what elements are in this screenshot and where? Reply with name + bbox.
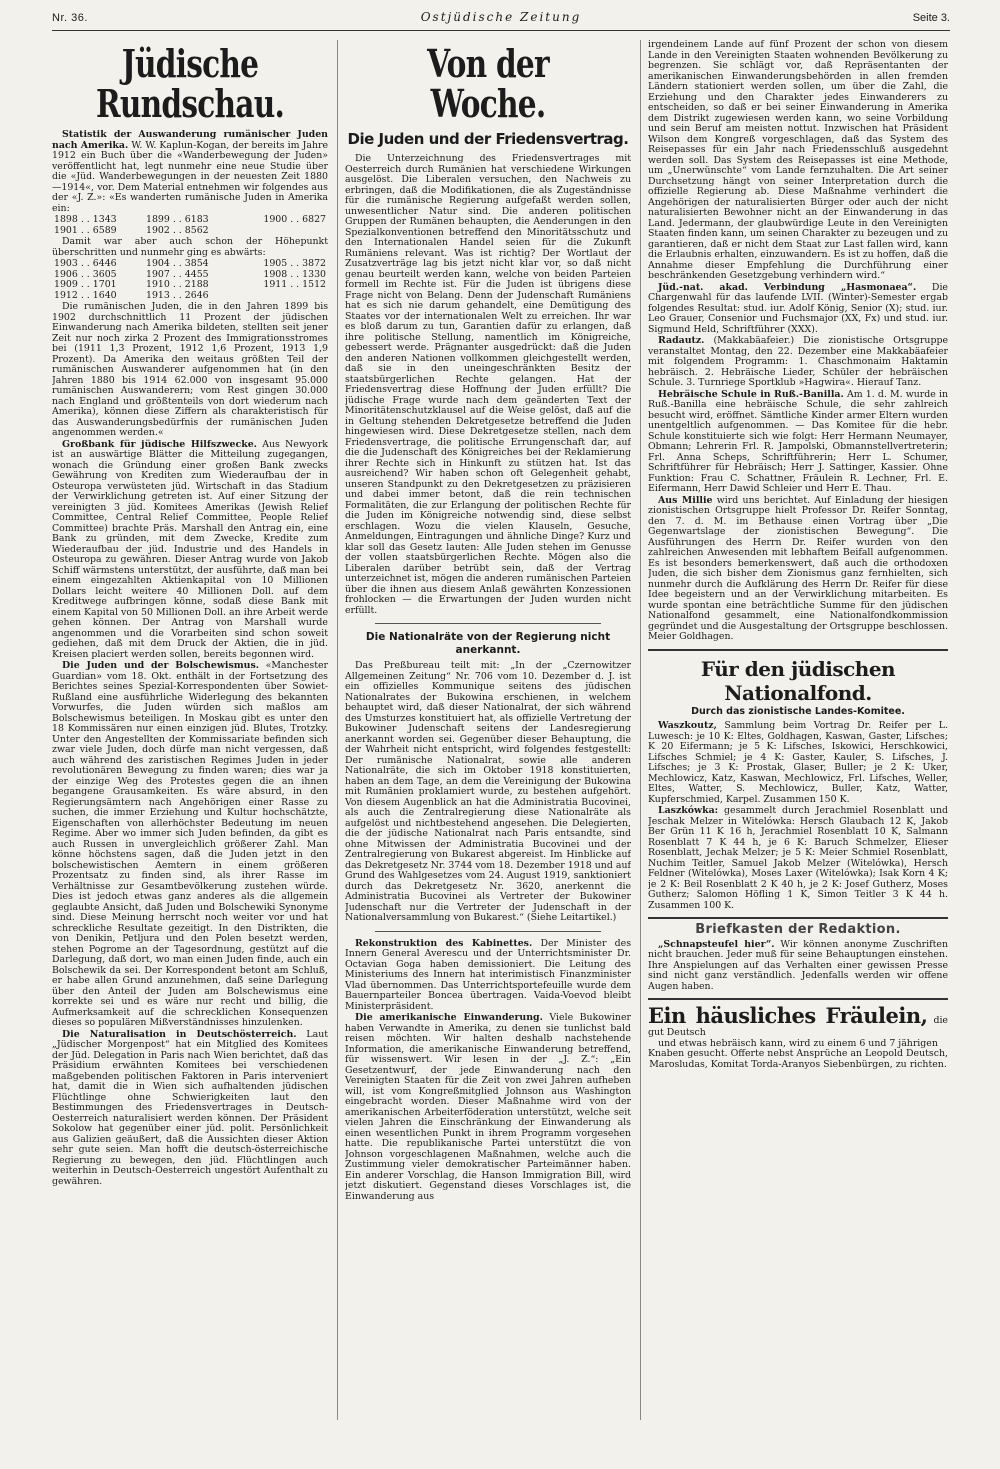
section-title-rundschau: Jüdische Rundschau. — [95, 41, 285, 126]
article-heading: Jüd.-nat. akad. Verbindung „Hasmonaea“. — [658, 281, 917, 293]
article-text: W. W. Kaplun-Kogan, der bereits im Jahre 1912 ein Buch über die «Wanderbewegung der Juden» veröffentlicht hat, legt nunmehr eine neue Studie über die «Jüd. Wanderbewegungen in der neuesten Zeit 1880—1914«, vor. Dem Material entnehmen wir folgendes aus der «J. Z.»: «Es wanderten rumänische Juden in Amerika ein: — [52, 139, 328, 214]
divider — [375, 623, 601, 624]
article-radautz — [648, 336, 948, 389]
article-text: Damit war aber auch schon der Höhepunkt überschritten und nunmehr ging es abwärts: — [52, 236, 328, 258]
divider — [648, 649, 948, 651]
table-cell: 1904 . . 3854 — [146, 258, 209, 269]
article-einwanderung — [345, 1013, 631, 1202]
table-cell: 1909 . . 1701 — [54, 279, 117, 290]
donation-waszkoutz — [648, 721, 948, 805]
ad-headline: Ein häusliches Fräulein, — [648, 1003, 928, 1028]
table-cell: 1905 . . 3872 — [263, 258, 326, 269]
article-text: gesammelt durch Jerachmiel Rosenblatt und Jeschak Melzer in Witelówka: Hersch Glaubach 12 K, Jakob Ber Grün 11 K 16 h, Jerachmiel Rosenblatt 10 K, Salmann Rosenblatt 7 K 44 h, je 6 K: Baruch Schmelzer, Elieser Rosenblatt, Jechak Melzer; je 5 K: Meier Schmiel Rosenblatt, Nuchim Teitler, Samuel Jakob Melzer (Witelówka), Hersch Feldner (Witelówka), Moses Laxer (Witelówka); Isak Korn 4 K; je 2 K: Beil Rosenblatt 2 K 40 h, je 2 K: Josef Gutherz, Moses Gutherz; Salomon Höfling 1 K, Simon Teitler 3 K 44 h. Zusammen 100 K. — [648, 805, 948, 911]
article-text: «Manchester Guardian» vom 18. Okt. enthält in der Fortsetzung des Berichtes seines Spezial-Korrespondenten über Sowiet-Rußland eine ausführliche Widerlegung des bekannten Vorwurfes, die Juden würden sich maßlos am Bolschewismus beteiligen. In Moskau gibt es unter den 18 Kommissären nur einen einzigen jüd. Blutes, Trotzky. Unter den Angestellten der Kommissariate befinden sich zwar viele Juden, doch dürfe man nicht vergessen, daß auch während des zaristischen Regimes Juden in jeder revolutionären Bewegung zu finden waren; dies war ja der einzige Weg des Protestes gegen die an ihnen begangene Grausamkeiten. Es wäre absurd, in den Regierungsämtern nach Angehörigen einer Rasse zu suchen, die immer Erziehung und Kultur hochschätzte, Eigenschaften von allerhöchster Bedeutung im neuen Regime. Aber wo immer sich Juden befinden, da gibt es auch Russen in unvergleichlich größerer Zahl. Man könne höchstens sagen, daß die Juden jetzt in den bolschewistischen Aemtern in einem größeren Prozentsatz zu finden sind, als ihrer Rasse im Verhältnisse zur Gesamtbevölkerung zustehen würde. Dies ist jedoch etwas ganz anderes als die allgemein geglaubte Ansicht, daß Juden und Bolschewiki Synonyme sind. Diese Meinung herrscht noch weiter vor und hat schreckliche Resultate gezeitigt. In den Distrikten, die von Denikin, Petljura und den Polen besetzt werden, stehen Pogrome an der Tagesordnung, gestützt auf die Darlegung, daß dort, wo man einen Juden finde, auch ein Bolschewik da sei. Der Korrespondent betont am Schluß, er habe allen Grund anzunehmen, daß seine Darlegung über den Anteil der Juden am Bolschewismus eine korrekte sei und es wäre nur recht und billig, die Aufmerksamkeit auf die schrecklichen Konsequenzen dieses so populären Mißverständnisses hinzulenken. — [52, 660, 328, 1028]
article-heading: Waszkoutz, — [658, 720, 717, 731]
briefkasten-entry — [648, 940, 948, 993]
classified-ad — [648, 998, 948, 1070]
table-cell: 1913 . . 2646 — [146, 289, 209, 301]
table-cell: 1910 . . 2188 — [146, 279, 209, 290]
table-cell: 1908 . . 1330 — [263, 268, 326, 280]
briefkasten-title: Briefkasten der Redaktion. — [695, 922, 901, 937]
table-cell — [236, 291, 328, 302]
table-cell: 1898 . . 1343 — [54, 214, 117, 225]
section-subtitle: Die Juden und der Friedensvertrag. — [347, 130, 629, 148]
article-text: Laut „Jüdischer Morgenpost“ hat ein Mitglied des Komitees der Jüd. Delegation in Paris nach Wien berichtet, daß das Präsidium erwähnten Komitees bei verschiedenen maßgebenden politischen Faktoren in Paris interveniert hat, damit die in Wien sich aufhaltenden jüdischen Flüchtlinge ohne Schwierigkeiten laut den Bestimmungen des Friedensvertrages in Deutsch-Oesterreich naturalisiert werden können. Der Präsident Sokolow hat gegenüber einer jüd. polit. Persönlichkeit aus Galizien geäußert, daß die Aussichten dieser Aktion sehr gute seien. Man hofft die deutsch-österreichische Regierung zu bewegen, den jüd. Flüchtlingen auch weiterhin in Deutsch-Oesterreich ungestört Aufenthalt zu gewähren. — [52, 1028, 328, 1187]
table-row — [52, 291, 328, 302]
column-rule — [337, 40, 338, 1420]
article-heading: Großbank für jüdische Hilfszwecke. — [62, 438, 257, 450]
article-naturalisation — [52, 1030, 328, 1188]
article-heading: „Schnapsteufel hier“. — [658, 938, 775, 950]
article-heading: Rekonstruktion des Kabinettes. — [355, 937, 533, 949]
article-text: Der Minister des Innern General Averescu und der Unterrichtsminister Dr. Octavian Goga haben demissioniert. Die Leitung des Ministeriums des Innern hat interimistisch Finanzminister Vlad übernommen. Das Unterrichtsportefeuille wurde dem Bauernparteiler Boncea übertragen. Vaida-Voevod bleibt Ministerpräsident. — [345, 937, 631, 1012]
section-title-woche: Von der Woche. — [427, 41, 549, 126]
article-text: Die Chargenwahl für das laufende LVII. (Winter)-Semester ergab folgendes Resultat: stud. iur. Adolf König, Senior (X); stud. iur. Leo Grauer, Consenior und Fuchsmajor (XX, Fx) und stud. iur. Sigmund Held, Schriftführer (XXX). — [648, 281, 948, 335]
article-heading: Aus Millie — [658, 494, 713, 506]
article-heading: Die amerikanische Einwanderung. — [355, 1012, 543, 1023]
article-heading: Die Naturalisation in Deutschösterreich. — [62, 1028, 297, 1040]
nationalfond-subtitle: Durch das zionistische Landes-Komitee. — [691, 705, 905, 717]
table-row — [52, 259, 328, 270]
table-cell: 1902 . . 8562 — [146, 224, 209, 236]
table-cell: 1901 . . 6589 — [54, 224, 117, 236]
article-heading: Laszkówka: — [658, 805, 719, 816]
column-3 — [648, 40, 948, 1430]
article-heading: Die Nationalräte von der Regierung nicht anerkannt. — [365, 631, 611, 656]
donation-laszkowka — [648, 806, 948, 911]
newspaper-title: Ostjüdische Zeitung — [420, 10, 582, 24]
column-rule — [640, 40, 641, 1420]
article-grossbank — [52, 440, 328, 661]
table-cell: 1907 . . 4455 — [146, 268, 209, 280]
emigration-table-2 — [52, 259, 328, 301]
article-text: (Makkabäafeier.) Die zionistische Ortsgruppe veranstaltet Montag, den 22. Dezember eine Makkabäafeier mit folgendem Programm: 1. Chaschmonaim Haktamin hebräisch. 2. Hebräische Lieder, Schüler der hebräischen Schule. 3. Turnriege Sportklub »Hagwira«. Hierauf Tanz. — [648, 335, 948, 388]
table-row — [52, 215, 328, 226]
ad-text: und etwas hebräisch kann, wird zu einem 6 und 7 jährigen Knaben gesucht. Offerte nebst Ansprüche an Leopold Deutsch, Marosludas, Komitat Torda-Aranyos Siebenbürgen, zu richten. — [648, 1037, 948, 1070]
table-row — [52, 280, 328, 291]
article-rumaenische-auswanderung — [52, 130, 328, 214]
article-heading: Statistik der Auswanderung rumänischer Juden nach Amerika. — [52, 129, 328, 151]
table-cell — [236, 226, 328, 237]
page-header — [52, 8, 950, 31]
article-heading: Die Juden und der Bolschewismus. — [62, 660, 260, 671]
article-text: Aus Newyork ist an auswärtige Blätter die Mitteilung zugegangen, wonach die Gründung einer großen Bank zwecks Gewährung von Krediten zum Wiederaufbau der in Osteuropa verwüsteten jüd. Wirtschaft in das Stadium der Verwirklichung getreten ist. Auf einer Sitzung der vereinigten 3 jüd. Komitees Amerikas (Jewish Relief Committee, Central Relief Committee, People Relief Committee) brachte Präs. Marshall den Antrag ein, eine Bank zu gründen, mit dem Zwecke, Kredite zum Wiederaufbau der jüd. Industrie und des Handels in Osteuropa zu gewähren. Dieser Antrag wurde von Jakob Schiff wärmstens unterstützt, der ausführte, daß man bei einem eingezahlten Aktienkapital von 10 Millionen Dollars leicht weitere 40 Millionen Doll. auf dem Kreditwege aufbringen könne, sodaß diese Bank mit einem Kapital von 50 Millionen Doll. an ihre Arbeit werde gehen können. Der Antrag von Marshall wurde angenommen und die Vorarbeiten sind schon soweit gediehen, daß mit dem Druck der Aktien, die in jüd. Kreisen placiert werden sollen, bereits begonnen wird. — [52, 438, 328, 660]
article-heading: Radautz. — [658, 335, 705, 346]
column-1 — [52, 40, 328, 1430]
column-2 — [345, 40, 631, 1430]
article-kabinett — [345, 939, 631, 1013]
divider — [375, 931, 601, 932]
table-cell: 1911 . . 1512 — [263, 279, 326, 290]
article-text: Die rumänischen Juden, die in den Jahren 1899 bis 1902 durchschnittlich 11 Prozent der jüdischen Einwanderung nach Amerika bildeten, stellten seit jener Zeit nur noch zirka 2 Prozent des Immigrationsstromes bei (1911 1,3 Prozent, 1912 1,6 Prozent, 1913 1,9 Prozent). Da Amerika den weitaus größten Teil der rumänischen Auswanderer aufgenommen hat (in den Jahren 1880 bis 1914 62.000 von insgesamt 95.000 rumänischen Auswanderern; vom Rest gingen 30.000 nach England und größtenteils von dort wiederum nach Amerika), können diese Ziffern als charakteristisch für das Auswanderungsbedürfnis der rumänischen Juden angenommen werden.« — [52, 301, 328, 438]
divider — [648, 917, 948, 919]
article-text: wird uns berichtet. Auf Einladung der hiesigen zionistischen Ortsgruppe hielt Professor Dr. Reifer Sonntag, den 7. d. M. im Bethause einen Vortrag über „Die Gegenwartslage der zionistischen Bewegung“. Die Ausführungen des Herrn Dr. Reifer wurden von den zahlreichen Anwesenden mit lebhaftem Beifall aufgenommen. Es ist besonders bemerkenswert, daß auch die orthodoxen Juden, die sich bisher dem Zionismus ganz fernhielten, sich nunmehr durch die Aufklärung des Herrn Dr. Reifer für diese Idee begeistern und an der Verwirklichung mitarbeiten. Es wurde spontan eine beträchtliche Summe für den jüdischen Nationalfond gesammelt, eine Nationalfondkommission gegründet und die Ausgestaltung der Ortsgruppe beschlossen. Meier Goldhagen. — [648, 494, 948, 642]
article-text: Viele Bukowiner haben Verwandte in Amerika, zu denen sie tunlichst bald reisen möchten. Wir halten deshalb nachstehende Information, die amerikanische Einwanderung betreffend, für wissenswert. Wir lesen in der „J. Z.“: „Ein Gesetzentwurf, der jede Einwanderung nach den Vereinigten Staaten für die Zeit von zwei Jahren aufheben will, ist vom Kongreßmitglied Johnson aus Washington eingebracht worden. Dieser Maßnahme wird von der amerikanischen Arbeiterföderation unterstützt, welche seit vielen Jahren die Einschränkung der Einwanderung als einen wesentlichen Punkt in ihrem Programm vorgesehen hatte. Die republikanische Partei unterstützt die von Johnson vorgeschlagenen Maßnahmen, welche auch die Zustimmung vieler demokratischer Parteimänner haben. Ein anderer Vorschlag, die Hanson Immigration Bill, wird jetzt diskutiert. Gegenstand dieses Vorschlages ist, die Einwanderung aus — [345, 1012, 631, 1202]
article-text: Das Preßbureau teilt mit: „In der „Czernowitzer Allgemeinen Zeitung“ Nr. 706 vom 10. Dezember d. J. ist ein offizielles Kommunique seitens des jüdischen Nationalrates der Bukowina erschienen, in welchem behauptet wird, daß dieser Nationalrat, der sich während des Umsturzes konstituiert hat, als offizielle Vertretung der Bukowiner Judenschaft seitens der Landesregierung anerkannt worden sei. Gegenüber dieser Behauptung, die der Wahrheit nicht entspricht, wird folgendes festgestellt: Der rumänische Nationalrat, sowie alle anderen Nationalräte, die sich im Oktober 1918 konstituierten, haben an dem Tage, an dem die Vereinigung der Bukowina mit Rumänien proklamiert wurde, zu bestehen aufgehört. Von diesem Augenblick an hat die Administratia Bucovinei, als auch die Zentralregierung diese Nationalräte als aufgelöst und nichtbestehend angesehen. Die Delegierten, die der jüdische Nationalrat nach Paris entsandte, sind ohne Mitwissen der Administratia Bucovinei und der Zentralregierung von Bukarest abgereist. Im Hinblicke auf das Dekretgesetz Nr. 3744 vom 18. Dezember 1918 und auf Grund des Wahlgesetzes vom 24. August 1919, sanktioniert durch das Dekretgesetz Nr. 3620, anerkennt die Administratia Bucovinei als Vertreter der Bukowiner Judenschaft nur die Vertreter der Judenschaft in der Nationalversammlung von Bukarest.“ (Siehe Leitartikel.) — [345, 660, 631, 923]
article-text: Am 1. d. M. wurde in Ruß.-Banilla eine hebräische Schule, die sehr zahlreich besucht wird, eröffnet. Sämtliche Kinder armer Eltern wurden unentgeltlich aufgenommen. — Das Komitee für die hebr. Schule konstituierte sich wie folgt: Herr Hermann Neumayer, Obmann; Lehrerin Frl. R. Jampolski, Obmannstellvertreterin; Frl. Anna Scheps, Schriftführerin; Herr L. Schumer, Schriftführer für Hebräisch; Herr J. Sattinger, Kassier. Ohne Funktion: Frau C. Schattner, Fräulein R. Lechner, Frl. E. Eifermann, Herr Dawid Schleier und Herr E. Thau. — [648, 388, 948, 494]
table-cell: 1900 . . 6827 — [263, 214, 326, 225]
table-row — [52, 226, 328, 237]
ad-side-text: die gut Deutsch — [648, 1015, 948, 1038]
article-text: Sammlung beim Vortrag Dr. Reifer per L. Luwesch: je 10 K: Eltes, Goldhagen, Kaswan, Gaster, Lifsches; K 20 Eifermann; je 5 K: Lifsches, Iskowici, Herschkowici, Lifsches Schmiel; je 4 K: Gaster, Kauler, S. Lifsches, J. Lifsches; je 3 K: Prostak, Glaser, Buller; je 2 K: Uker, Mechlowicz, Katz, Kaswan, Mechlowicz, Frl. Lifsches, Weller, Eltes, Watter, S. Mechlowicz, Buller, Katz, Watter, Kupferschmied, Karpel. Zusammen 150 K. — [648, 720, 948, 805]
article-hasmonaea — [648, 283, 948, 336]
article-bolschewismus — [52, 661, 328, 1029]
article-text: Die Unterzeichnung des Friedensvertrages mit Oesterreich durch Rumänien hat verschiedene Wirkungen ausgelöst. Die Liberalen versuchen, den Nachweis zu erbringen, daß die Modifikationen, die als Zugeständnisse für die rumänische Regierung aufgefaßt werden sollen, unwesentlicher Natur sind. Die anderen politischen Gruppen der Rumänen behaupten, die Aenderungen in den Spezialkonventionen betreffend den Minoritätsschutz und den Internationalen Handel seien für die Zukunft Rumäniens relevant. Was ist richtig? Der Wortlaut der Zusatzverträge lag bis jetzt nicht klar vor, so daß nicht genau beurteilt werden kann, welche von beiden Parteien formell im Rechte ist. Für die Juden ist übrigens diese Frage nicht von Belang. Denn der Judenschaft Rumäniens hat es sich nie darum gehandelt, eine Demütigung des Staates vor der internationalen Welt zu erreichen. Ihr war es bloß darum zu tun, Garantien dafür zu erlangen, daß ihre politische Stellung, namentlich im Königreiche, gebessert werde. Prägnanter ausgedrückt: daß die Juden den anderen Nationen vollkommen gleichgestellt werden, daß sie in den uneingeschränkten Besitz der staatsbürgerlichen Rechte gelangen. Hat der Friedensvertrag diese Hoffnung der Juden erfüllt? Die jüdische Frage wurde nach dem geänderten Text der Minoritätenschutzklausel auf die Weise gelöst, daß auf die in Geltung stehenden Dekretgesetze betreffend die Juden hingewiesen wird. Diese Dekretgesetze stellen, nach dem Friedensvertrage, die politische Errungenschaft dar, auf die die Judenschaft des Königreiches bei der Reklamierung ihrer Rechte sich in Hinkunft zu stützen hat. Ist das ausreichend? Wir haben schon oft Gelegenheit gehabt, unseren Standpunkt zu den Dekretgesetzen zu präzisieren und dabei immer betont, daß die rein technischen Formalitäten, die zur Erlangung der politischen Rechte für die Juden im Königreiche notwendig sind, diese selbst erschlagen. Wozu die vielen Klauseln, Gesuche, Anmeldungen, Eintragungen und ähnliche Dinge? Kurz und klar soll das Gesetz lauten: Alle Juden stehen im Genusse der vollen staatsbürgerlichen Rechte. Mögen also die Liberalen darüber betrübt sein, daß der Vertrag unterzeichnet ist, mögen die anderen rumänischen Parteien über die ihnen aus diesem Anlaß gewährten Konzessionen frohlocken — die Erwartungen der Juden wurden nicht erfüllt. — [345, 153, 631, 616]
table-cell: 1906 . . 3605 — [54, 268, 117, 280]
article-text: irgendeinem Lande auf fünf Prozent der schon von diesem Lande in den Vereinigten Staaten wohnenden Bevölkerung zu begrenzen. Sie schlägt vor, daß Repräsentanten der amerikanischen Einwanderungsbehörden in allen fremden Ländern stationiert werden sollen, um über die Zahl, die Erziehung und den Charakter jedes Einwanderers zu entscheiden, so daß er bei seiner Einwanderung in Amerika dem Distrikt zugewiesen werden kann, wo seine Vorbildung und sein Beruf am meisten nottut. Inzwischen hat Präsident Wilson dem Kongreß vorgeschlagen, daß das System des Reisepasses für ein Jahr nach Friedensschluß ausgedehnt werden soll. Das System des Reisepasses ist eine Methode, um „Unerwünschte“ vom Lande fernzuhalten. Die Art seiner Durchsetzung hängt von seiner Interpretation durch die offizielle Regierung ab. Diese Maßnahme verhindert die Angehörigen der naturalisierten Bürger oder auch der nicht naturalisierten Bewohner nicht an der Einwanderung in das Land. Jedermann, der glaubwürdige Leute in den Vereinigten Staaten finden kann, um seinen Charakter zu bezeugen und zu garantieren, daß er nicht dem Staat zur Last fallen wird, kann die Erlaubnis erhalten, einzuwandern. Es ist zu hoffen, daß die Annahme dieser Empfehlung die Durchführung einer beschränkenden Gesetzgebung verhindern wird.“ — [648, 40, 948, 281]
article-heading: Hebräische Schule in Ruß.-Banilla. — [658, 388, 844, 400]
table-cell: 1899 . . 6183 — [146, 214, 209, 225]
page-number: Seite 3. — [912, 12, 950, 24]
article-text: Wir können anonyme Zuschriften nicht brauchen. Jeder muß für seine Behauptungen einstehen. Ihre Anspielungen auf das Verhalten einer gewissen Presse sind nicht ganz verständlich. Jedenfalls werden wir offene Augen haben. — [648, 938, 948, 992]
article-banilla — [648, 390, 948, 495]
article-millie — [648, 496, 948, 643]
table-cell: 1912 . . 1640 — [54, 289, 117, 301]
issue-number: Nr. 36. — [52, 12, 88, 24]
emigration-table-1 — [52, 215, 328, 236]
nationalfond-title: Für den jüdischen Nationalfond. — [700, 656, 896, 705]
table-cell: 1903 . . 6446 — [54, 258, 117, 269]
